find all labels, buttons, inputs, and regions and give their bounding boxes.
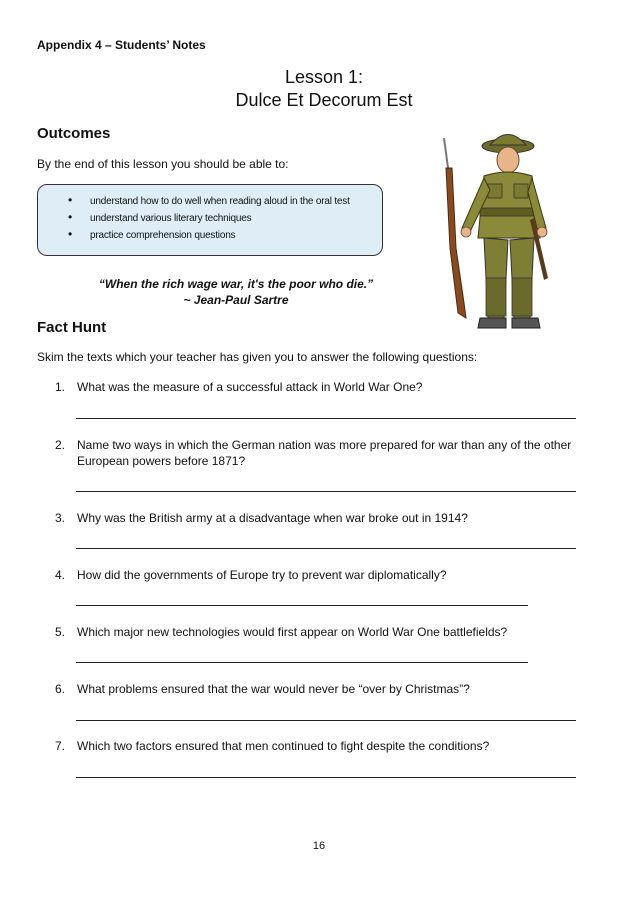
question-number: 7.	[55, 739, 66, 753]
question-text: Which major new technologies would first appear on World War One battlefields?	[77, 625, 508, 639]
outcome-item: • understand how to do well when reading aloud in the oral test	[68, 195, 360, 208]
outcomes-list	[68, 195, 368, 246]
answer-line[interactable]	[76, 605, 528, 606]
question-number: 5.	[55, 625, 66, 639]
question-text: What problems ensured that the war would never be “over by Christmas”?	[77, 682, 470, 696]
outcomes-heading: Outcomes	[37, 125, 111, 142]
quote-author: ~ Jean-Paul Sartre	[183, 293, 289, 307]
answer-line[interactable]	[76, 662, 528, 663]
fact-hunt-heading: Fact Hunt	[37, 319, 107, 336]
lesson-number: Lesson 1:	[284, 67, 364, 87]
appendix-label: Appendix 4 – Students’ Notes	[37, 38, 206, 52]
question-number: 6.	[55, 682, 66, 696]
answer-line[interactable]	[76, 777, 576, 778]
answer-line[interactable]	[76, 491, 576, 492]
answer-line[interactable]	[76, 548, 576, 549]
question-number: 1.	[55, 380, 66, 394]
answer-line[interactable]	[76, 418, 576, 419]
question-number: 4.	[55, 568, 66, 582]
fact-hunt-intro: Skim the texts which your teacher has given you to answer the following questions:	[37, 350, 478, 364]
question-number: 2.	[55, 438, 66, 452]
outcome-item: • practice comprehension questions	[68, 229, 368, 242]
question-text: Why was the British army at a disadvantage when war broke out in 1914?	[77, 511, 468, 525]
question-text: Which two factors ensured that men continued to fight despite the conditions?	[77, 739, 490, 753]
answer-line[interactable]	[76, 720, 576, 721]
ww1-soldier-icon	[428, 128, 558, 338]
outcomes-box	[37, 184, 383, 256]
question-number: 3.	[55, 511, 66, 525]
outcome-item: • understand various literary techniques	[68, 212, 368, 225]
question-text: Name two ways in which the German nation was more prepared for war than any of the other European powers before 1871?	[77, 438, 572, 468]
question-text: What was the measure of a successful attack in World War One?	[77, 380, 423, 394]
quote-text: “When the rich wage war, it's the poor who die.”	[98, 277, 374, 291]
outcomes-intro: By the end of this lesson you should be able to:	[37, 157, 289, 171]
page-number: 16	[312, 840, 326, 852]
question-text: How did the governments of Europe try to prevent war diplomatically?	[77, 568, 447, 582]
lesson-title: Dulce Et Decorum Est	[235, 90, 413, 110]
